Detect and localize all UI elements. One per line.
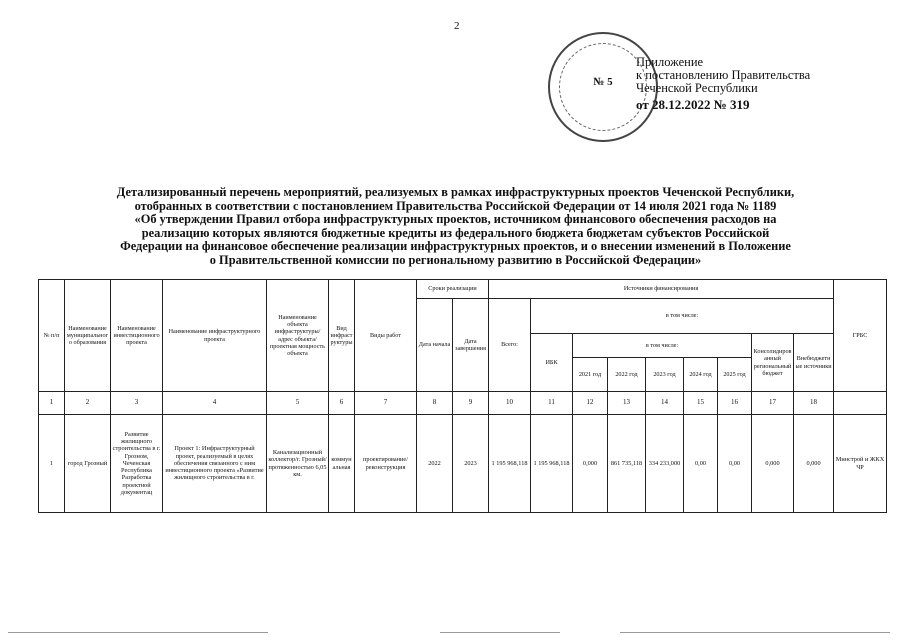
header-total: Всего: — [489, 299, 531, 392]
column-number: 17 — [752, 392, 794, 415]
annex-date: от 28.12.2022 № 319 — [636, 97, 750, 112]
header-infra-type: Вид инфраструктуры — [329, 280, 355, 392]
header-infra-project: Наименование инфраструктурного проекта — [163, 280, 267, 392]
header-municipality: Наименование муниципального образования — [65, 280, 111, 392]
cell-2025: 0,00 — [718, 415, 752, 513]
header-grbs: ГРБС — [834, 280, 887, 392]
column-number: 1 — [39, 392, 65, 415]
column-number: 7 — [355, 392, 417, 415]
table-row — [39, 415, 887, 513]
column-number: 10 — [489, 392, 531, 415]
title-line: реализацию которых являются бюджетные кредиты из федерального бюджета бюджетам субъектов Российской — [141, 225, 770, 240]
cell-infra-type: коммунальная — [329, 415, 355, 513]
annex-line-3: Чеченской Республики — [636, 81, 758, 95]
cell-2022: 861 735,118 — [608, 415, 646, 513]
header-including: в том числе: — [531, 299, 834, 334]
cell-ibk: 1 195 968,118 — [531, 415, 573, 513]
header-end-date: Дата завершения — [453, 299, 489, 392]
column-number: 14 — [646, 392, 684, 415]
title-line: Детализированный перечень мероприятий, реализуемых в рамках инфраструктурных проектов Чеченской Республики, — [116, 185, 795, 199]
column-number: 16 — [718, 392, 752, 415]
cell-start: 2022 — [417, 415, 453, 513]
header-works: Виды работ — [355, 280, 417, 392]
header-num: № п/п — [39, 280, 65, 392]
column-number: 11 — [531, 392, 573, 415]
annex-line-2: к постановлению Правительства — [636, 68, 811, 82]
cell-2024: 0,00 — [684, 415, 718, 513]
page-number: 2 — [454, 20, 460, 32]
header-including-2: в том числе: — [573, 334, 752, 358]
title-line: отобранных в соответствии с постановлением Правительства Российской Федерации от 14 июля 2021 года № 1189 — [134, 198, 777, 213]
document-title — [38, 186, 873, 268]
cell-total: 1 195 968,118 — [489, 415, 531, 513]
column-number: 12 — [573, 392, 608, 415]
cell-num: 1 — [39, 415, 65, 513]
cell-2023: 334 233,000 — [646, 415, 684, 513]
cell-offbudget: 0,000 — [794, 415, 834, 513]
column-number: 2 — [65, 392, 111, 415]
projects-table — [38, 279, 887, 513]
cell-consolidated: 0,000 — [752, 415, 794, 513]
column-number: 5 — [267, 392, 329, 415]
header-2022: 2022 год — [608, 358, 646, 392]
column-number: 4 — [163, 392, 267, 415]
header-funding: Источники финансирования — [489, 280, 834, 299]
column-number: 15 — [684, 392, 718, 415]
column-number: 13 — [608, 392, 646, 415]
column-number: 18 — [794, 392, 834, 415]
annex-block — [636, 56, 810, 111]
cell-infra-project: Проект 1: Инфраструктурный проект, реализуемый в целях обеспечения связанного с ним инвестиционного проекта «Развитие жилищного строительства в г. — [163, 415, 267, 513]
cell-object: Канализационный коллектор/г. Грозный/ протяженностью 6,05 км. — [267, 415, 329, 513]
cell-works: проектирование/реконструкция — [355, 415, 417, 513]
header-investment-project: Наименование инвестиционного проекта — [111, 280, 163, 392]
cell-grbs: Минстрой и ЖКХ ЧР — [834, 415, 887, 513]
cell-investment-project: Развитие жилищного строительства в г. Грозном, Чеченская Республика Разработка проектной документац — [111, 415, 163, 513]
column-number: 8 — [417, 392, 453, 415]
cell-2021: 0,000 — [573, 415, 608, 513]
title-line: Федерации на финансовое обеспечение реализации инфраструктурных проектов, и о внесении изменений в Положение — [120, 239, 791, 254]
scan-artifact-line — [0, 628, 905, 636]
column-number: 6 — [329, 392, 355, 415]
title-line: «Об утверждении Правил отбора инфраструктурных проектов, источником финансового обеспечения расходов на — [134, 212, 777, 227]
annex-line-1: Приложение — [636, 55, 704, 69]
cell-end: 2023 — [453, 415, 489, 513]
header-2025: 2025 год — [718, 358, 752, 392]
header-2023: 2023 год — [646, 358, 684, 392]
header-ibk: ИБК — [531, 334, 573, 392]
header-terms: Сроки реализации — [417, 280, 489, 299]
column-number: 9 — [453, 392, 489, 415]
header-start-date: Дата начала — [417, 299, 453, 392]
header-2024: 2024 год — [684, 358, 718, 392]
title-line: о Правительственной комиссии по региональному развитию в Российской Федерации» — [209, 252, 702, 267]
header-object: Наименование объекта инфраструктуры/ адрес объекта/ проектная мощность объекта — [267, 280, 329, 392]
header-offbudget: Внебюджетные источники — [794, 334, 834, 392]
stamp-number: № 5 — [593, 76, 613, 88]
column-number — [834, 392, 887, 415]
header-2021: 2021 год — [573, 358, 608, 392]
header-consolidated: Консолидированный региональный бюджет — [752, 334, 794, 392]
column-number: 3 — [111, 392, 163, 415]
cell-municipality: город Грозный — [65, 415, 111, 513]
